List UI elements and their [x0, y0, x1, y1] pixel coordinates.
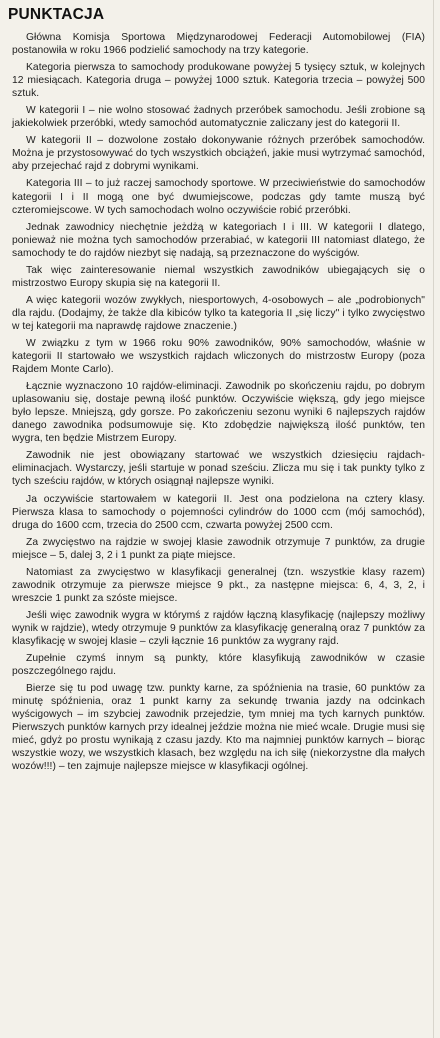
paragraph-best-six-results: Zawodnik nie jest obowiązany startować we wszystkich dziesięciu rajdach-eliminacjach. Wystarczy, jeśli startuje w ponad sześciu. Zlicza mu się i tak punkty tylko z tych sześciu rajdów, w których osiągnął najlepsze wyniki. — [12, 450, 425, 488]
paragraph-category-three: Kategoria III – to już raczej samochody sportowe. W przeciwieństwie do samochodów kategorii I i II mogą one być dwumiejscowe, podczas gdy tamte muszą być czteromiejscowe. W tych samochodach wolno oczywiście robić przeróbki. — [12, 178, 425, 216]
paragraph-category-one: W kategorii I – nie wolno stosować żadnych przeróbek samochodu. Jeśli zrobione są jakiekolwiek przeróbki, wtedy samochód automatycznie zaliczany jest do kategorii II. — [12, 105, 425, 130]
paragraph-fia-categories: Główna Komisja Sportowa Międzynarodowej Federacji Automobilowej (FIA) postanowiła w roku 1966 podzielić samochody na trzy kategorie. — [12, 32, 425, 57]
paragraph-category-two: W kategorii II – dozwolone zostało dokonywanie różnych przeróbek samochodów. Można je przystosowywać do tych wszystkich obciążeń, jakie musi wytrzymać samochód, aby przejechać rajd z dobrymi wynikami. — [12, 135, 425, 173]
paragraph-class-points: Za zwycięstwo na rajdzie w swojej klasie zawodnik otrzymuje 7 punktów, za drugie miejsce – 5, dalej 3, 2 i 1 punkt za piąte miejsce. — [12, 536, 425, 561]
paragraph-drivers-preference: Jednak zawodnicy niechętnie jeżdżą w kategoriach I i III. W kategorii I dlatego, ponieważ nie można tych samochodów przerabiać, w kategorii III natomiast dlatego, że samochody te do rajdów niezbyt się nadają, są przeznaczone do wyścigów. — [12, 221, 425, 259]
paragraph-elimination-rallies: Łącznie wyznaczono 10 rajdów-eliminacji. Zawodnik po skończeniu rajdu, po dobrym uplasowaniu się, dostaje pewną ilość punktów. Oczywiście większą, gdy jego miejsce było lepsze. Mniejszą, gdy gorsze. Po zakończeniu sezonu wyniki 6 najlepszych rajdów danego zawodnika podsumowuje się. Kto zdobędzie największą ilość punktów, ten wygra, ten będzie Mistrzem Europy. — [12, 381, 425, 445]
paragraph-ordinary-cars: A więc kategorii wozów zwykłych, niesportowych, 4-osobowych – ale „podrobionych" dla rajdu. (Dodajmy, że także dla kibiców tylko ta kategoria II „się liczy" i tylko zwycięstwo w tej kategorii ma naprawdę rajdowe znaczenie.) — [12, 294, 425, 332]
page-edge-line — [433, 0, 434, 1038]
paragraph-rally-classification: Zupełnie czymś innym są punkty, które klasyfikują zawodników w czasie poszczególnego rajdu. — [12, 653, 425, 678]
paragraph-interest-category-two: Tak więc zainteresowanie niemal wszystkich zawodników ubiegających się o mistrzostwo Europy skupia się na kategorii II. — [12, 264, 425, 289]
paragraph-maximum-points: Jeśli więc zawodnik wygra w którymś z rajdów łączną klasyfikację (najlepszy możliwy wynik w rajdzie), wtedy otrzymuje 9 punktów za klasyfikację generalną oraz 7 punktów za klasyfikację w swojej klasie – czyli łącznie 16 punktów za wygrany rajd. — [12, 609, 425, 647]
paragraph-penalty-points: Bierze się tu pod uwagę tzw. punkty karne, za spóźnienia na trasie, 60 punktów za minutę spóźnienia, oraz 1 punkt karny za sekundę trwania jazdy na odcinkach wyścigowych – im szybciej zawodnik przejedzie, tym mniej ma tych karnych punktów. Pierwszych punktów karnych przy idealnej jeździe można nie mieć wcale. Drugie musi się mieć, gdyż po prostu wynikają z czasu jazdy. Kto ma najmniej punktów karnych – biorąc wszystkie wozy, we wszystkich klasach, bez względu na ich siłę (niekorzystne dla małych wozów!!!) – ten zajmuje najlepsze miejsce w klasyfikacji ogólnej. — [12, 683, 425, 773]
paragraph-category-definitions: Kategoria pierwsza to samochody produkowane powyżej 5 tysięcy sztuk, w kolejnych 12 miesiącach. Kategoria druga – powyżej 1000 sztuk. Kategoria trzecia – powyżej 500 sztuk. — [12, 62, 425, 100]
paragraph-1966-participation: W związku z tym w 1966 roku 90% zawodników, 90% samochodów, właśnie w kategorii II startowało we wszystkich rajdach wliczonych do mistrzostw Europy (poza Rajdem Monte Carlo). — [12, 337, 425, 376]
paragraph-general-classification-points: Natomiast za zwycięstwo w klasyfikacji generalnej (tzn. wszystkie klasy razem) zawodnik otrzymuje za pierwsze miejsce 9 pkt., za następne miejsca: 6, 4, 3, 2, i wreszcie 1 punkt za szóste miejsce. — [12, 566, 425, 604]
paragraph-engine-classes: Ja oczywiście startowałem w kategorii II. Jest ona podzielona na cztery klasy. Pierwsza klasa to samochody o pojemności cylindrów do 1000 ccm (mój samochód), druga do 1600 ccm, trzecia do 2500 ccm, czwarta powyżej 2500 ccm. — [12, 493, 425, 531]
article-body — [12, 31, 425, 777]
page-heading: PUNKTACJA — [8, 6, 105, 23]
